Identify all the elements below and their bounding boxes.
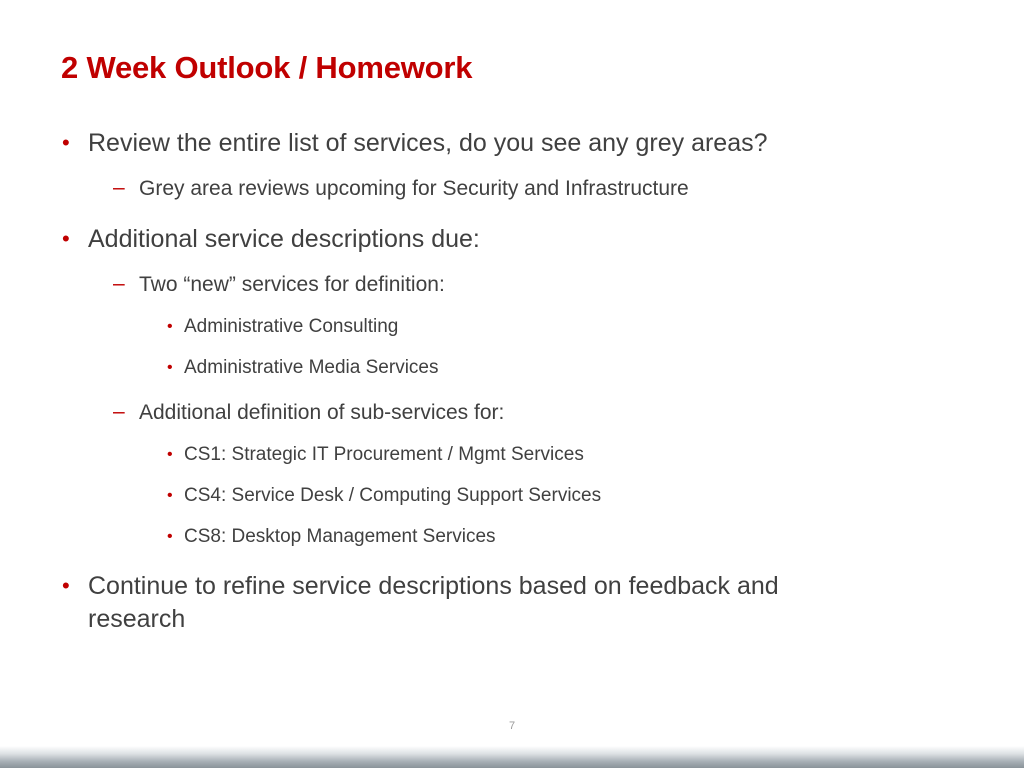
slide-title: 2 Week Outlook / Homework xyxy=(61,50,473,85)
footer-band xyxy=(0,746,1024,768)
bullet-text-level3: CS8: Desktop Management Services xyxy=(184,526,496,547)
sub-bullet-marker: – xyxy=(113,400,125,423)
bullet-text-level1: Continue to refine service descriptions based on feedback and xyxy=(88,572,779,600)
bullet-marker: • xyxy=(62,226,70,251)
bullet-marker: • xyxy=(62,573,70,598)
page-number: 7 xyxy=(508,720,516,732)
bullet-text-level2: Additional definition of sub-services for: xyxy=(139,401,505,424)
bullet-text-level1: Review the entire list of services, do you see any grey areas? xyxy=(88,129,768,157)
bullet-text-level3: CS4: Service Desk / Computing Support Services xyxy=(184,485,602,506)
sub-sub-bullet-marker: • xyxy=(167,318,173,335)
sub-sub-bullet-marker: • xyxy=(167,359,173,376)
sub-bullet-marker: – xyxy=(113,176,125,199)
bullet-text-level2: Two “new” services for definition: xyxy=(139,273,445,296)
sub-sub-bullet-marker: • xyxy=(167,528,173,545)
bullet-text-continuation: research xyxy=(88,605,186,633)
sub-sub-bullet-marker: • xyxy=(167,446,173,463)
sub-sub-bullet-marker: • xyxy=(167,487,173,504)
bullet-text-level3: Administrative Media Services xyxy=(184,357,439,378)
bullet-text-level3: CS1: Strategic IT Procurement / Mgmt Services xyxy=(184,444,584,465)
bullet-text-level1: Additional service descriptions due: xyxy=(88,225,480,253)
bullet-text-level2: Grey area reviews upcoming for Security and Infrastructure xyxy=(139,177,689,200)
bullet-marker: • xyxy=(62,130,70,155)
sub-bullet-marker: – xyxy=(113,272,125,295)
bullet-text-level3: Administrative Consulting xyxy=(184,316,399,337)
